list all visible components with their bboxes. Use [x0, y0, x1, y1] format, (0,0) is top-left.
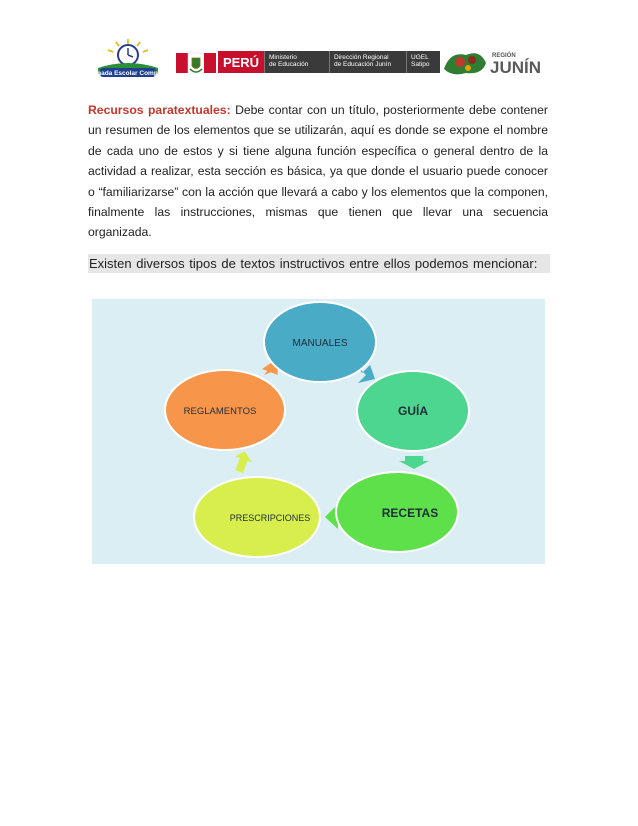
- label-guia: GUÍA: [398, 404, 428, 418]
- national-crest-icon: [176, 50, 216, 76]
- ministry-label: [264, 51, 329, 73]
- label-reglamentos: REGLAMENTOS: [183, 406, 257, 417]
- arrow-prescripciones-to-reglamentos: [231, 449, 255, 475]
- document-header: [0, 0, 638, 90]
- logo-text: Jornada Escolar Completa: [87, 70, 169, 77]
- paratextual-paragraph: [88, 100, 548, 243]
- region-big-text: JUNÍN: [490, 58, 542, 77]
- label-recetas: RECETAS: [381, 506, 439, 520]
- ministry-line-2: de Educación: [269, 61, 309, 68]
- intro-line: [88, 254, 550, 273]
- jornada-escolar-logo: [87, 38, 169, 78]
- government-banner: [218, 51, 440, 73]
- direction-line-1: Dirección Regional: [334, 54, 389, 61]
- regional-direction-label: [329, 51, 406, 73]
- arrow-guia-to-recetas: [399, 456, 429, 469]
- region-small-text: REGIÓN: [492, 53, 516, 59]
- paragraph-body: Debe contar con un título, posteriormente debe contener un resumen de los elementos que se utilizarán, aquí es donde se expone el nombre de cada uno de estos y si tiene alguna función específica o general dentro de la actividad a realizar, esta sección es básica, ya que donde el usuario puede conocer o “familiarizarse” con la acción que llevará a cabo y los elementos que la componen, finalmente las instrucciones, mismas que tienen que llevar una secuencia organizada.: [88, 103, 548, 240]
- direction-line-2: de Educación Junín: [334, 61, 392, 68]
- cycle-diagram-svg: [92, 299, 545, 564]
- intro-text: Existen diversos tipos de textos instructivos entre ellos podemos mencionar:: [89, 256, 538, 271]
- ugel-line-2: Satipo: [411, 61, 430, 68]
- label-prescripciones: PRESCRIPCIONES: [229, 513, 311, 523]
- ugel-label: [406, 51, 439, 73]
- paragraph-lead: Recursos paratextuales:: [88, 103, 231, 117]
- paragraph-block: [88, 100, 548, 243]
- country-label: PERÚ: [218, 51, 264, 73]
- instructive-text-types-diagram: [92, 299, 545, 564]
- ministry-line-1: Ministerio: [269, 54, 297, 61]
- ugel-line-1: UGEL: [411, 54, 429, 61]
- label-manuales: MANUALES: [292, 338, 348, 349]
- region-junin-logo: [440, 47, 552, 77]
